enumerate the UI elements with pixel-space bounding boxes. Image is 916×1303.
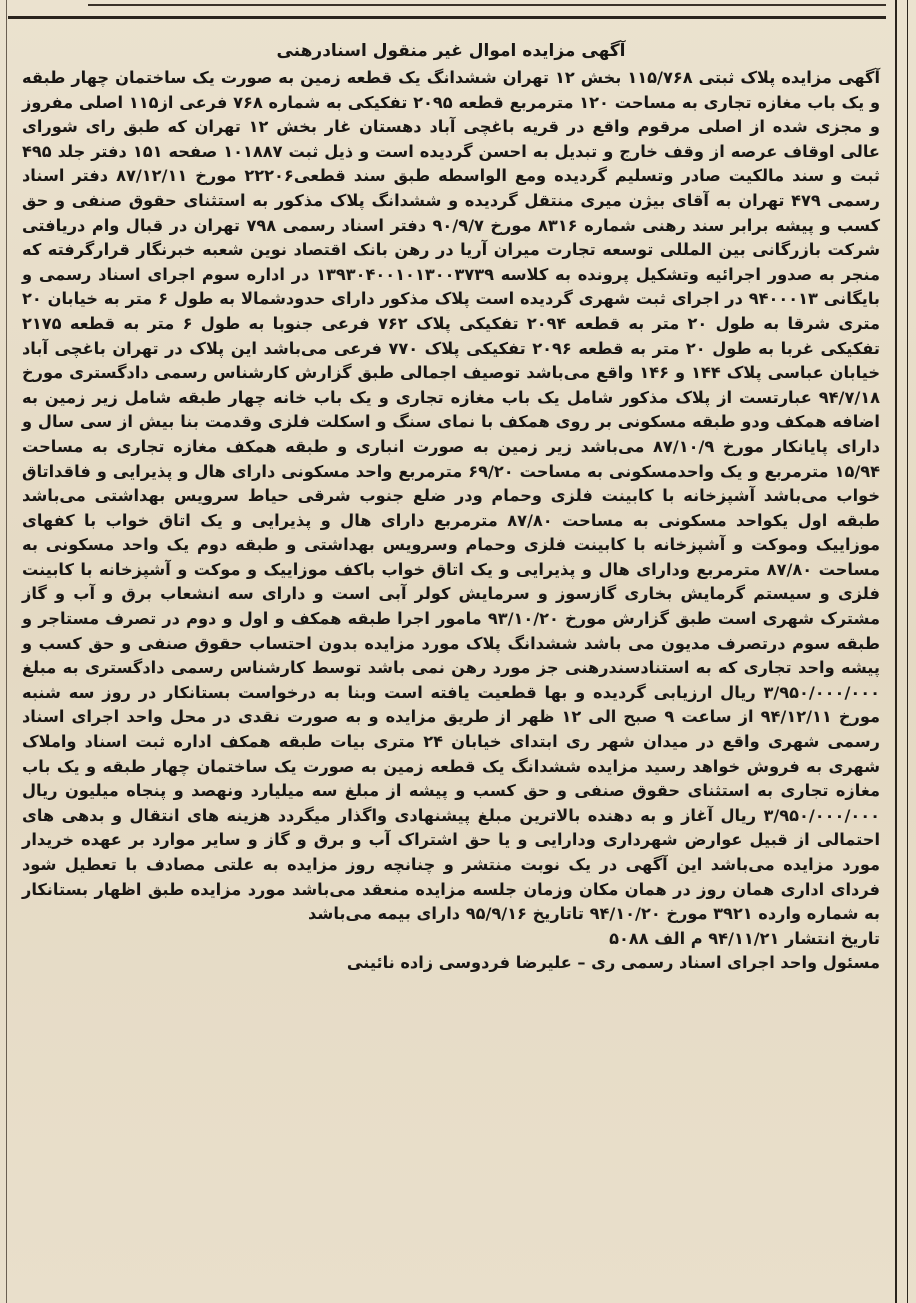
left-page-edge: [0, 0, 7, 1303]
signature-line: مسئول واحد اجرای اسناد رسمی ری – علیرضا فردوسی زاده نائینی: [346, 953, 880, 973]
top-divider-inner-rule: [88, 4, 886, 16]
notice-title: آگهی مزایده اموال غیر منقول اسنادرهنی: [276, 41, 626, 61]
right-column-border: [895, 0, 908, 1303]
notice-body: آگهی مزایده پلاک ثبتی ۱۱۵/۷۶۸ بخش ۱۲ تهران ششدانگ یک قطعه زمین به صورت یک ساختمان چهار طبقه و یک باب مغازه تجاری به مساحت ۱۲۰ مترمربع قطعه ۲۰۹۵ تفکیکی به شماره ۷۶۸ فرعی از۱۱۵ اصلی مفروز و مجزی شده از اصلی مرقوم واقع در قریه باغچی آباد دهستان غار بخش ۱۲ تهران که طبق رای شورای عالی اوقاف عرصه از وقف خارج و تبدیل به احسن گردیده است و ذیل ثبت ۱۰۱۸۸۷ صفحه ۱۵۱ دفتر جلد ۴۹۵ ثبت و سند مالکیت صادر وتسلیم گردیده ومع الواسطه طبق سند قطعی۲۲۲۰۶ مورخ ۸۷/۱۲/۱۱ دفتر اسناد رسمی ۴۷۹ تهران به آقای بیژن میری منتقل گردیده و ششدانگ پلاک مذکور به استثنای حقوق صنفی و حق کسب و پیشه برابر سند رهنی شماره ۸۳۱۶ مورخ ۹۰/۹/۷ دفتر اسناد رسمی ۷۹۸ تهران در قبال وام دریافتی شرکت بازرگانی بین المللی توسعه تجارت میران آریا در رهن بانک اقتصاد نوین شعبه خبرنگار قرارگرفته که منجر به صدور اجرائیه وتشکیل پرونده به کلاسه ۱۳۹۳۰۴۰۰۱۰۱۳۰۰۳۷۳۹ در اداره سوم اجرای اسناد رسمی و بایگانی ۹۴۰۰۰۱۳ در اجرای ثبت شهری گردیده است پلاک مذکور دارای حدودشمالا به طول ۶ متر به خیابان ۲۰ متری شرقا به طول ۲۰ متر به قطعه ۲۰۹۴ تفکیکی پلاک ۷۶۲ فرعی جنوبا به طول ۶ متر به قطعه ۲۱۷۵ تفکیکی غربا به طول ۲۰ متر به قطعه ۲۰۹۶ تفکیکی پلاک ۷۷۰ فرعی می‌باشد این پلاک در تهران باغچی آباد خیابان عباسی پلاک ۱۴۴ و ۱۴۶ واقع می‌باشد توصیف اجمالی طبق گزارش کارشناس رسمی دادگستری مورخ ۹۴/۷/۱۸ عبارتست از پلاک مذکور شامل یک باب مغازه تجاری و یک باب خانه چهار طبقه شامل زیر زمین به اضافه همکف ودو طبقه مسکونی بر روی همکف با نمای سنگ و اسکلت فلزی وقدمت بنا بیش از سی سال و دارای پایانکار مورخ ۸۷/۱۰/۹ می‌باشد زیر زمین به صورت انباری و طبقه همکف مغازه تجاری به مساحت ۱۵/۹۴ مترمربع و یک واحدمسکونی به مساحت ۶۹/۲۰ مترمربع واحد مسکونی دارای هال و پذیرایی و فاقداتاق خواب می‌باشد آشپزخانه با کابینت فلزی وحمام ودر ضلع جنوب شرقی حیاط سرویس بهداشتی می‌باشد طبقه اول یکواحد مسکونی به مساحت ۸۷/۸۰ مترمربع دارای هال و پذیرایی و یک اتاق خواب با کفهای موزاییک وموکت و آشپزخانه با کابینت فلزی وحمام وسرویس بهداشتی و طبقه دوم یک واحد مسکونی به مساحت ۸۷/۸۰ مترمربع ودارای هال و پذیرایی و یک اتاق خواب باکف موزاییک و موکت و آشپزخانه با کابینت فلزی و سیستم گرمایش بخاری گازسوز و سرمایش کولر آبی است و دارای سه انشعاب برق و آب و گاز مشترک شهری است طبق گزارش مورخ ۹۳/۱۰/۲۰ مامور اجرا طبقه همکف و اول و دوم در تصرف مستاجر و طبقه سوم درتصرف مدیون می باشد ششدانگ پلاک مورد مزایده بدون احتساب حقوق صنفی و حق کسب و پیشه واحد تجاری که به استنادسندرهنی جز مورد رهن نمی باشد توسط کارشناس رسمی دادگستری به مبلغ ۳/۹۵۰/۰۰۰/۰۰۰ ریال ارزیابی گردیده و بها قطعیت یافته است وبنا به درخواست بستانکار در روز سه شنبه مورخ ۹۴/۱۲/۱۱ از ساعت ۹ صبح الی ۱۲ ظهر از طریق مزایده و به صورت نقدی در محل واحد اجرای اسناد رسمی شهری واقع در میدان شهر ری ابتدای خیابان ۲۴ متری بیات طبقه همکف اداره ثبت اسناد واملاک شهری به فروش خواهد رسید مزایده ششدانگ یک قطعه زمین به صورت یک ساختمان چهار طبقه و یک باب مغازه تجاری به استثنای حقوق صنفی و حق کسب و پیشه از مبلغ سه میلیارد ونهصد و پنجاه میلیون ریال ۳/۹۵۰/۰۰۰/۰۰۰ ریال آغاز و به دهنده بالاترین مبلغ پیشنهادی واگذار میگردد هزینه های انتقال و بدهی های احتمالی از قبیل عوارض شهرداری ودارایی و یا حق اشتراک آب و برق و گاز و سایر موارد بر عهده خریدار مورد مزایده می‌باشد این آگهی در یک نوبت منتشر و چنانچه روز مزایده به علتی مصادف با تعطیل شود فردای اداری همان روز در همان مکان وزمان جلسه مزایده منعقد می‌باشد مورد مزایده طبق اظهار بستانکار به شماره وارده ۳۹۲۱ مورخ ۹۴/۱۰/۲۰ تاتاریخ ۹۵/۹/۱۶ دارای بیمه می‌باشد: [22, 68, 881, 924]
publish-date-line: تاریخ انتشار ۹۴/۱۱/۲۱ م الف ۵۰۸۸: [609, 928, 880, 948]
top-divider-rule: [8, 0, 886, 19]
auction-notice: [22, 38, 880, 976]
